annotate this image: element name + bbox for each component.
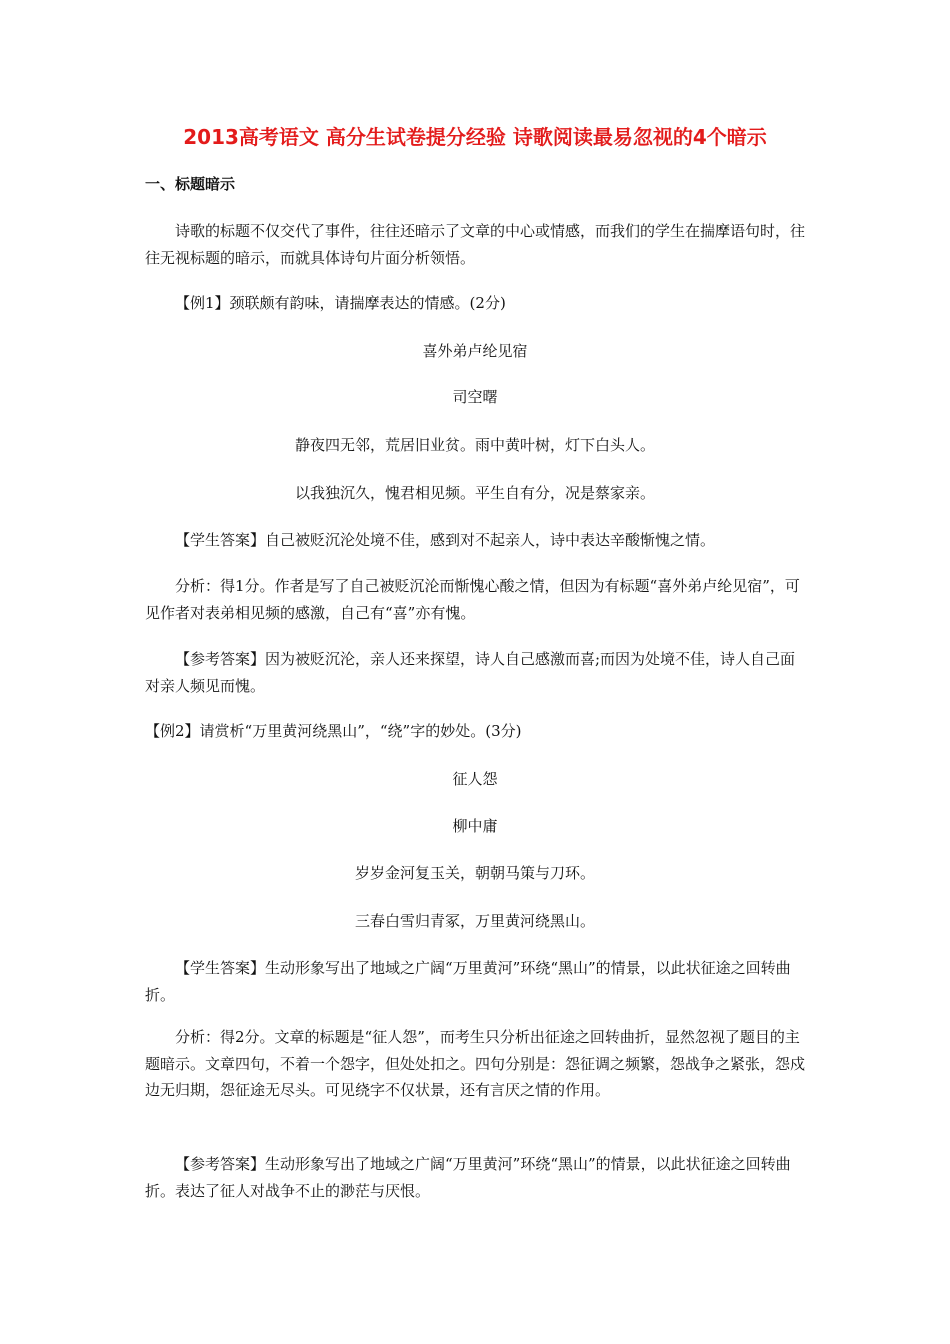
example2-question: 【例2】请赏析“万里黄河绕黑山”，“绕”字的妙处。(3分) (145, 722, 522, 740)
example1-question: 【例1】颈联颇有韵味，请揣摩表达的情感。(2分) (175, 294, 506, 312)
example1-reference-answer: 【参考答案】因为被贬沉沦，亲人还来探望，诗人自己感激而喜;而因为处境不佳，诗人自己面对亲人频见而愧。 (145, 650, 796, 695)
section-intro-paragraph: 诗歌的标题不仅交代了事件，往往还暗示了文章的中心或情感，而我们的学生在揣摩语句时，往往无视标题的暗示，而就具体诗句片面分析领悟。 (145, 222, 806, 267)
section-heading-title-hint: 一、标题暗示 (145, 175, 236, 193)
example2-reference-answer: 【参考答案】生动形象写出了地域之广阔“万里黄河”环绕“黑山”的情景，以此状征途之回转曲折。表达了征人对战争不止的渺茫与厌恨。 (145, 1155, 791, 1200)
example1-poem-line-1: 静夜四无邻，荒居旧业贫。雨中黄叶树，灯下白头人。 (294, 436, 655, 454)
example1-analysis: 分析：得1分。作者是写了自己被贬沉沦而惭愧心酸之情，但因为有标题“喜外弟卢纶见宿”，可见作者对表弟相见频的感激，自己有“喜”亦有愧。 (145, 577, 800, 622)
example2-student-answer: 【学生答案】生动形象写出了地域之广阔“万里黄河”环绕“黑山”的情景，以此状征途之回转曲折。 (145, 959, 791, 1004)
example2-analysis: 分析：得2分。文章的标题是“征人怨”，而考生只分析出征途之回转曲折，显然忽视了题目的主题暗示。文章四句，不着一个怨字，但处处扣之。四句分别是：怨征调之频繁，怨战争之紧张，怨戍边无归期，怨征途无尽头。可见绕字不仅状景，还有言厌之情的作用。 (145, 1028, 806, 1099)
example2-poem-line-2: 三春白雪归青冢，万里黄河绕黑山。 (354, 912, 595, 930)
example1-poem-line-2: 以我独沉久，愧君相见频。平生自有分，况是蔡家亲。 (294, 484, 655, 502)
example2-poem-title: 征人怨 (452, 770, 498, 788)
example1-poet: 司空曙 (452, 388, 498, 406)
example1-student-answer: 【学生答案】自己被贬沉沦处境不佳，感到对不起亲人，诗中表达辛酸惭愧之情。 (175, 531, 716, 549)
document-title: 2013高考语文 高分生试卷提分经验 诗歌阅读最易忽视的4个暗示 (183, 125, 767, 149)
example1-poem-title: 喜外弟卢纶见宿 (422, 342, 528, 360)
example2-poem-line-1: 岁岁金河复玉关，朝朝马策与刀环。 (354, 864, 595, 882)
example2-poet: 柳中庸 (452, 817, 498, 835)
